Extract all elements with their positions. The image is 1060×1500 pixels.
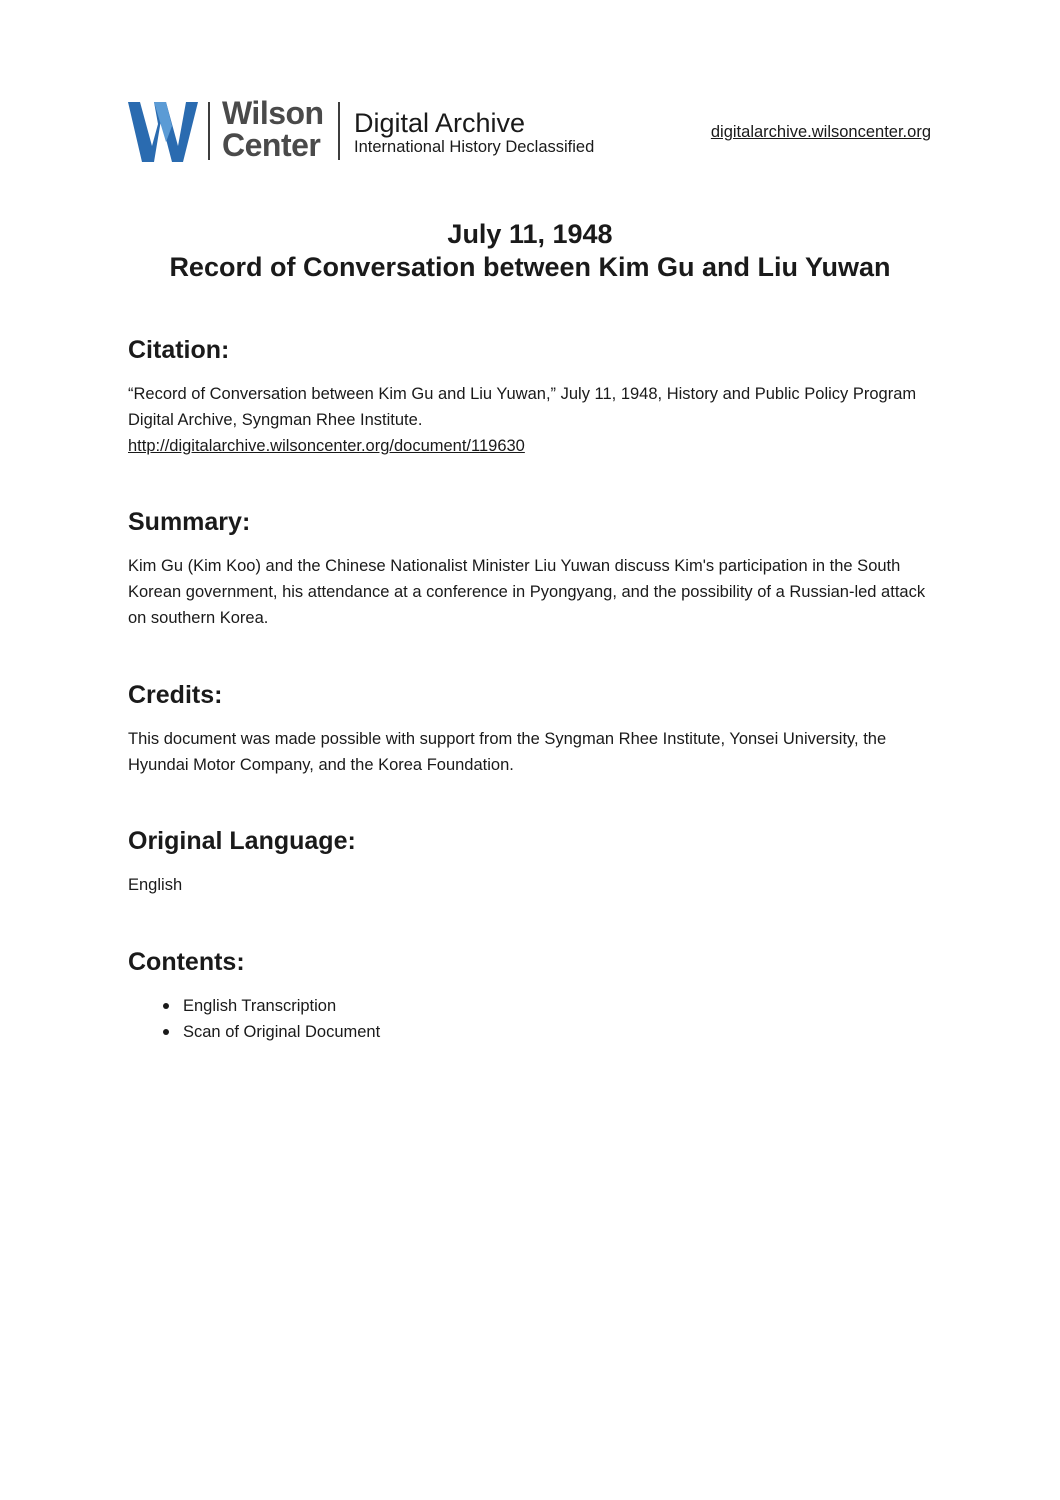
wilson-center-w-logo-icon xyxy=(128,102,198,162)
archive-tagline: International History Declassified xyxy=(354,138,595,156)
contents-item-scan-of-original[interactable]: Scan of Original Document xyxy=(183,1019,928,1045)
logo-divider xyxy=(208,102,210,160)
logo-line-center: Center xyxy=(222,127,321,163)
summary-heading: Summary: xyxy=(128,508,251,536)
archive-divider xyxy=(338,102,340,160)
original-language-text: English xyxy=(128,876,183,894)
original-language-heading: Original Language: xyxy=(128,827,356,855)
citation-url-link[interactable]: http://digitalarchive.wilsoncenter.org/document/119630 xyxy=(128,437,525,455)
summary-text: Kim Gu (Kim Koo) and the Chinese Nationalist Minister Liu Yuwan discuss Kim's participation in the South Korean government, his attendance at a conference in Pyongyang, and the possibility of a Russian-led attack on southern Korea. xyxy=(128,557,926,627)
original-language-section xyxy=(128,826,928,898)
wilson-center-wordmark xyxy=(222,97,324,161)
contents-item-english-transcription[interactable]: English Transcription xyxy=(183,993,928,1019)
archive-title: Digital Archive xyxy=(354,108,526,138)
page-header xyxy=(128,95,931,164)
contents-heading: Contents: xyxy=(128,948,245,976)
citation-section xyxy=(128,335,928,459)
citation-body xyxy=(128,381,928,459)
citation-heading: Citation: xyxy=(128,336,230,364)
credits-section xyxy=(128,680,928,778)
contents-list xyxy=(128,993,928,1045)
document-title: Record of Conversation between Kim Gu and Liu Yuwan xyxy=(169,252,891,282)
credits-text: This document was made possible with support from the Syngman Rhee Institute, Yonsei University, the Hyundai Motor Company, and the Korea Foundation. xyxy=(128,730,887,774)
contents-section xyxy=(128,947,928,1045)
logo-line-wilson: Wilson xyxy=(222,95,324,131)
citation-text: “Record of Conversation between Kim Gu and Liu Yuwan,” July 11, 1948, History and Public Policy Program Digital Archive, Syngman Rhee Institute. xyxy=(128,385,917,429)
site-link[interactable]: digitalarchive.wilsoncenter.org xyxy=(710,123,931,141)
credits-heading: Credits: xyxy=(128,681,223,709)
document-date: July 11, 1948 xyxy=(447,219,613,249)
summary-section xyxy=(128,507,928,631)
document-title-block xyxy=(0,218,1060,284)
